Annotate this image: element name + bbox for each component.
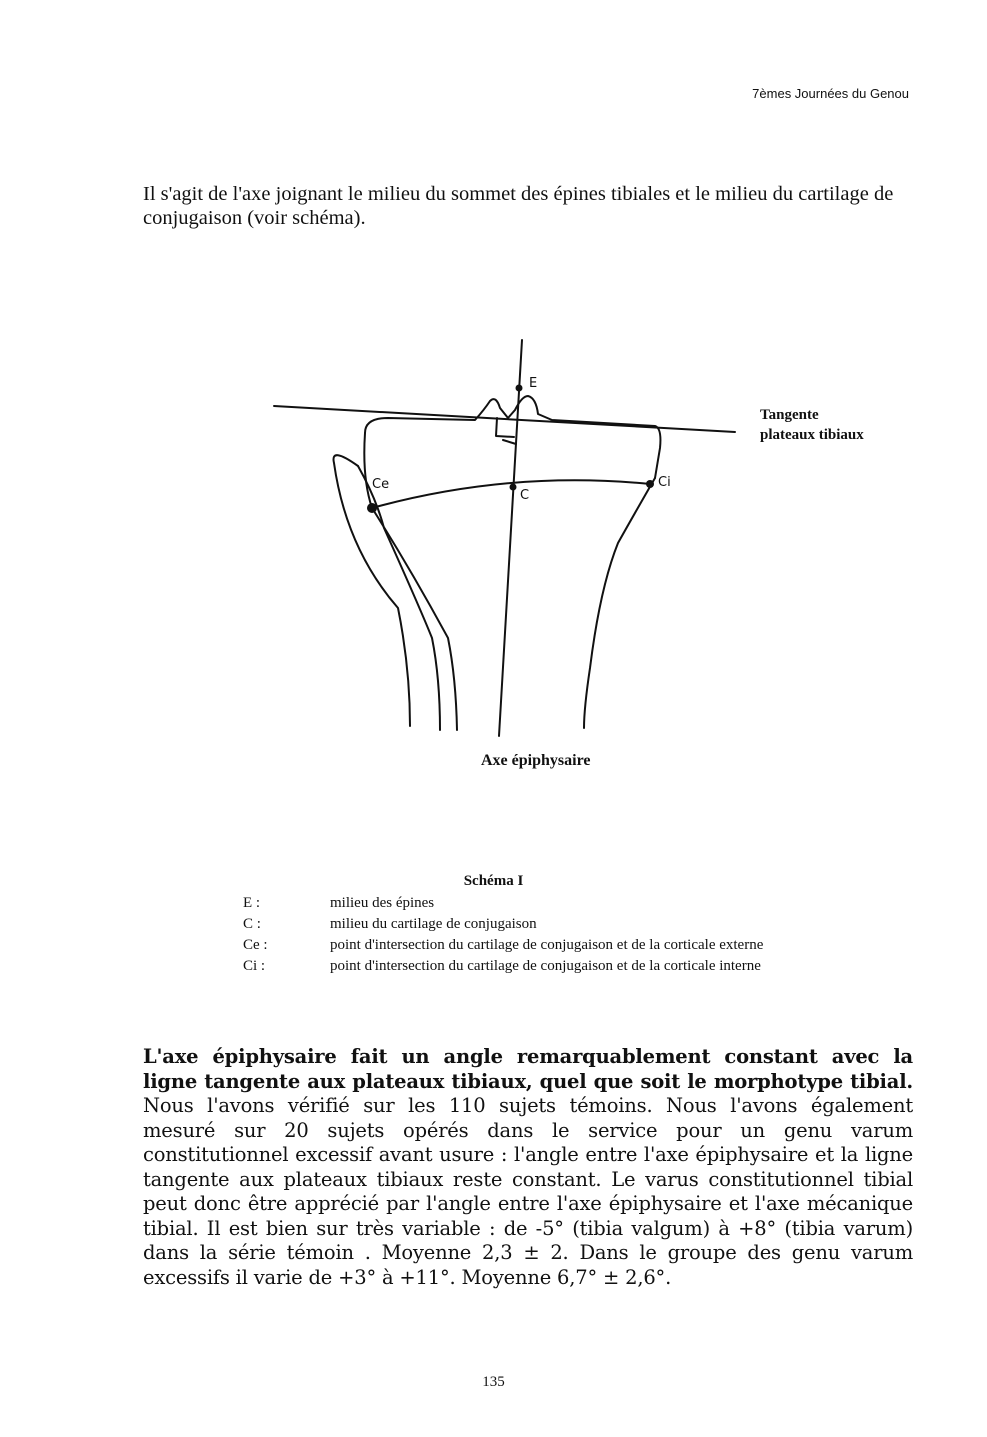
right-angle-marker bbox=[496, 418, 514, 437]
epiphyseal-axis bbox=[499, 340, 522, 736]
tangent-label: Tangente plateaux tibiaux bbox=[760, 407, 864, 443]
body-paragraph bbox=[143, 1045, 913, 1290]
intro-paragraph: Il s'agit de l'axe joignant le milieu du sommet des épines tibiales et le milieu du cartilage de conjugaison (voir schéma). bbox=[143, 183, 894, 229]
tibia-drawing bbox=[270, 338, 750, 778]
point-e bbox=[516, 385, 523, 392]
axis-label: Axe épiphysaire bbox=[481, 752, 591, 769]
point-ci bbox=[646, 480, 654, 488]
label-ci: Ci bbox=[658, 475, 671, 490]
legend-item: Ci : point d'intersection du cartilage de conjugaison et de la corticale interne bbox=[243, 958, 761, 974]
label-ce: Ce bbox=[372, 477, 390, 492]
figure-legend bbox=[243, 893, 763, 977]
internal-cortex bbox=[584, 478, 655, 728]
point-ce bbox=[367, 503, 377, 513]
figure-caption-title: Schéma I bbox=[463, 873, 524, 889]
tibia-diagram bbox=[270, 338, 750, 778]
tangent-line bbox=[274, 406, 735, 432]
legend-item: E : milieu des épines bbox=[243, 895, 435, 911]
label-e: E bbox=[529, 376, 538, 391]
point-c bbox=[510, 484, 517, 491]
legend-item: Ce : point d'intersection du cartilage de conjugaison et de la corticale externe bbox=[243, 937, 764, 953]
body-bold-statement: L'axe épiphysaire fait un angle remarquablement constant avec la ligne tangente aux plateaux tibiaux, quel que soit le morphotype tibial. bbox=[143, 1045, 913, 1093]
legend-item: C : milieu du cartilage de conjugaison bbox=[243, 916, 537, 932]
running-header: 7èmes Journées du Genou bbox=[752, 86, 909, 101]
page-number: 135 bbox=[482, 1374, 505, 1390]
label-c: C bbox=[520, 488, 530, 503]
body-continuation: Nous l'avons vérifié sur les 110 sujets témoins. Nous l'avons également mesuré sur 20 sujets opérés dans le service pour un genu varum constitutionnel excessif avant usure : l'angle entre l'axe épiphysaire et la ligne tangente aux plateaux tibiaux reste constant. Le varus constitutionnel tibial peut donc être apprécié par l'angle entre l'axe épiphysaire et l'axe mécanique tibial. Il est bien sur très variable : de -5° (tibia valgum) à +8° (tibia varum) dans la série témoin . Moyenne 2,3 ± 2. Dans le groupe des genu varum excessifs il varie de +3° à +11°. Moyenne 6,7° ± 2,6°. bbox=[143, 1094, 913, 1289]
